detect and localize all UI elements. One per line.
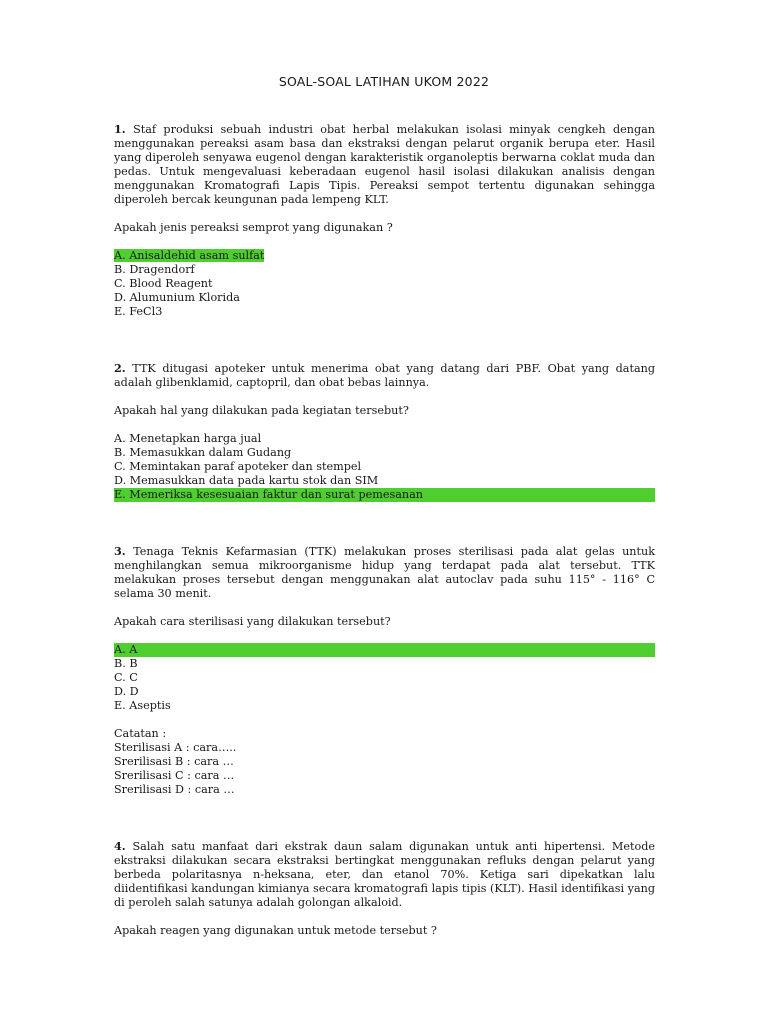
question-4 xyxy=(114,839,655,938)
question-1 xyxy=(114,122,655,319)
question-1-prompt: Apakah jenis pereaksi semprot yang digunakan ? xyxy=(114,221,393,234)
question-4-number: 4. xyxy=(114,839,126,853)
question-4-prompt: Apakah reagen yang digunakan untuk metode tersebut ? xyxy=(114,924,437,937)
question-2-number: 2. xyxy=(114,361,126,375)
question-2-options xyxy=(114,432,655,502)
question-1-body: Staf produksi sebuah industri obat herbal melakukan isolasi minyak cengkeh dengan menggunakan pereaksi asam basa dan ekstraksi dengan pelarut organik berupa eter. Hasil yang diperoleh senyawa eugenol dengan karakteristik organoleptis berwarna coklat muda dan pedas. Untuk mengevaluasi keberadaan eugenol hasil isolasi dilakukan analisis dengan menggunakan Kromatografi Lapis Tipis. Pereaksi sempot tertentu digunakan sehingga diperoleh bercak keungunan pada lempeng KLT. xyxy=(114,123,655,206)
option-3d: D. D xyxy=(114,685,139,698)
notes-title: Catatan : xyxy=(114,727,167,740)
question-2-prompt: Apakah hal yang dilakukan pada kegiatan tersebut? xyxy=(114,404,409,417)
option-1e: E. FeCl3 xyxy=(114,305,163,318)
question-2-body: TTK ditugasi apoteker untuk menerima obat yang datang dari PBF. Obat yang datang adalah glibenklamid, captopril, dan obat bebas lainnya. xyxy=(114,362,656,389)
option-2a: A. Menetapkan harga jual xyxy=(114,432,262,445)
note-c: Srerilisasi C : cara … xyxy=(114,769,235,782)
option-1a-label: A. Anisaldehid asam sulfat xyxy=(114,249,265,262)
option-3c: C. C xyxy=(114,671,138,684)
option-1c: C. Blood Reagent xyxy=(114,277,213,290)
option-1b: B. Dragendorf xyxy=(114,263,195,276)
question-4-text xyxy=(114,839,655,910)
question-3-body: Tenaga Teknis Kefarmasian (TTK) melakukan proses sterilisasi pada alat gelas untuk menghilangkan semua mikroorganisme hidup yang terdapat pada alat tersebut. TTK melakukan proses tersebut dengan menggunakan alat autoclav pada suhu 115° - 116° C selama 30 menit. xyxy=(114,545,655,600)
question-1-text xyxy=(114,122,655,207)
question-3-number: 3. xyxy=(114,544,126,558)
question-4-body: Salah satu manfaat dari ekstrak daun salam digunakan untuk anti hipertensi. Metode ekstraksi dilakukan secara ekstraksi bertingkat menggunakan refluks dengan pelarut yang berbeda polaritasnya n-heksana, eter, dan etanol 70%. Ketiga sari dipekatkan lalu diidentifikasi kandungan kimianya secara kromatografi lapis tipis (KLT). Hasil identifikasi yang di peroleh salah satunya adalah golongan alkaloid. xyxy=(114,840,656,909)
option-3b: B. B xyxy=(114,657,138,670)
document-body xyxy=(114,122,655,938)
option-3e: E. Aseptis xyxy=(114,699,171,712)
option-3a: A. A xyxy=(114,643,655,657)
note-a: Sterilisasi A : cara….. xyxy=(114,741,237,754)
question-2-text xyxy=(114,361,655,390)
question-2 xyxy=(114,361,655,502)
option-2e: E. Memeriksa kesesuaian faktur dan surat pemesanan xyxy=(114,488,655,502)
option-1a xyxy=(114,249,655,263)
option-2c: C. Memintakan paraf apoteker dan stempel xyxy=(114,460,362,473)
question-3-text xyxy=(114,544,655,601)
page-title: SOAL-SOAL LATIHAN UKOM 2022 xyxy=(278,74,490,89)
option-2d: D. Memasukkan data pada kartu stok dan SIM xyxy=(114,474,379,487)
question-3 xyxy=(114,544,655,797)
question-1-number: 1. xyxy=(114,122,126,136)
option-2b: B. Memasukkan dalam Gudang xyxy=(114,446,292,459)
option-1d: D. Alumunium Klorida xyxy=(114,291,240,304)
note-d: Srerilisasi D : cara … xyxy=(114,783,235,796)
question-3-options xyxy=(114,643,655,713)
note-b: Srerilisasi B : cara … xyxy=(114,755,234,768)
question-1-options xyxy=(114,249,655,319)
question-3-notes xyxy=(114,727,655,797)
question-3-prompt: Apakah cara sterilisasi yang dilakukan tersebut? xyxy=(114,615,391,628)
